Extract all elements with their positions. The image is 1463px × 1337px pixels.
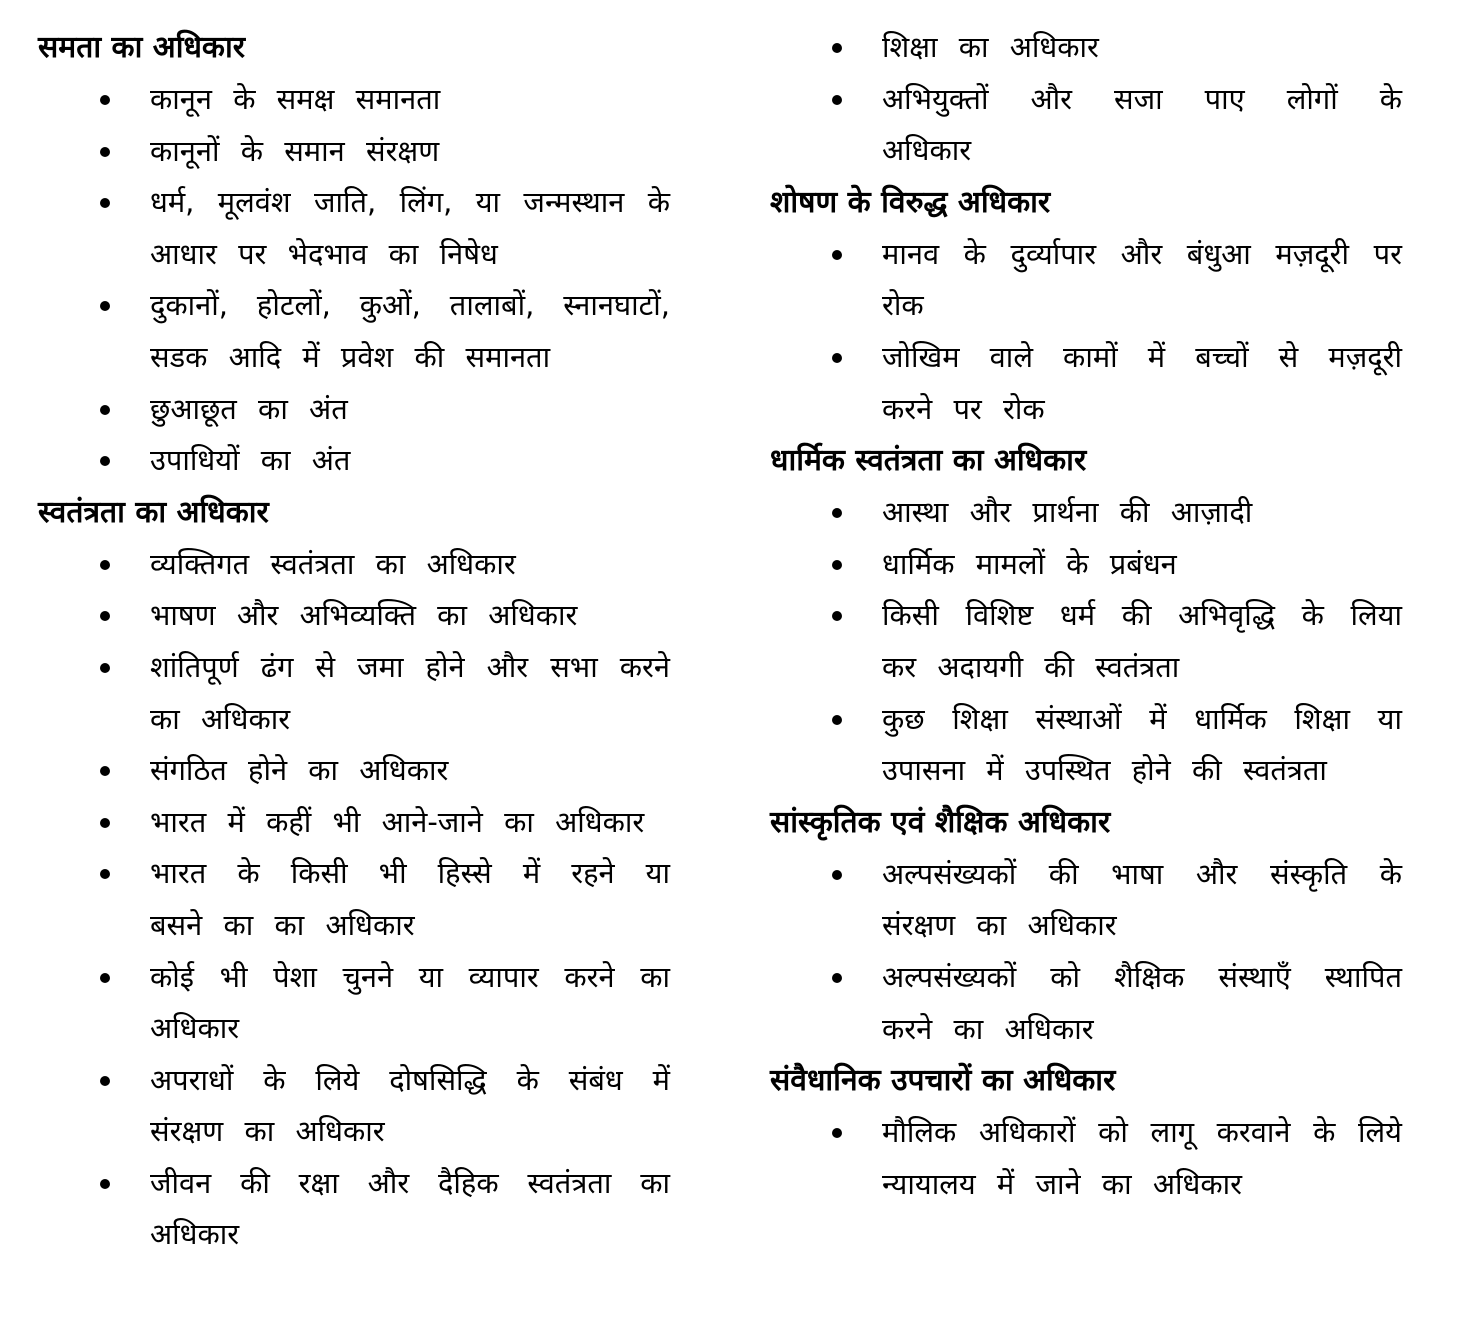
bullet-icon — [100, 1179, 110, 1189]
list-item — [38, 745, 670, 797]
bullet-icon — [100, 147, 110, 157]
list-item — [770, 332, 1402, 435]
list-item — [38, 797, 670, 849]
left-column — [38, 22, 670, 1261]
list-item — [770, 487, 1402, 539]
bullet-icon — [100, 95, 110, 105]
list-item-text: मानव के दुर्व्यापार और बंधुआ मज़दूरी पर रोक — [882, 236, 1402, 323]
list-item — [770, 590, 1402, 693]
bullet-icon — [832, 1128, 842, 1138]
section-heading: स्वतंत्रता का अधिकार — [38, 494, 269, 530]
bullet-list — [770, 1107, 1402, 1210]
list-item — [770, 849, 1402, 952]
list-item-text: किसी विशिष्ट धर्म की अभिवृद्धि के लिया कर अदायगी की स्वतंत्रता — [882, 598, 1402, 684]
bullet-icon — [832, 560, 842, 570]
list-item-text: भारत में कहीं भी आने-जाने का अधिकार — [150, 804, 645, 839]
bullet-list — [38, 539, 670, 1261]
list-item-text: भाषण और अभिव्यक्ति का अधिकार — [150, 598, 578, 633]
bullet-icon — [100, 198, 110, 208]
list-item-text: कुछ शिक्षा संस्थाओं में धार्मिक शिक्षा या उपासना में उपस्थित होने की स्वतंत्रता — [882, 701, 1402, 788]
bullet-icon — [100, 456, 110, 466]
list-item — [38, 280, 670, 383]
list-item-text: दुकानों, होटलों, कुओं, तालाबों, स्नानघाटों, सडक आदि में प्रवेश की समानता — [150, 288, 670, 374]
section-heading: सांस्कृतिक एवं शैक्षिक अधिकार — [770, 804, 1111, 840]
list-item-text: मौलिक अधिकारों को लागू करवाने के लिये न्यायालय में जाने का अधिकार — [882, 1115, 1402, 1201]
list-item — [770, 694, 1402, 797]
bullet-icon — [100, 301, 110, 311]
list-item — [770, 539, 1402, 591]
list-item — [38, 1055, 670, 1158]
list-item — [770, 229, 1402, 332]
bullet-icon — [832, 353, 842, 363]
bullet-icon — [832, 250, 842, 260]
list-item — [38, 590, 670, 642]
list-item — [38, 435, 670, 487]
bullet-icon — [100, 560, 110, 570]
list-item-text: उपाधियों का अंत — [150, 443, 351, 478]
bullet-icon — [100, 869, 110, 879]
bullet-icon — [100, 405, 110, 415]
bullet-list — [770, 487, 1402, 797]
list-item-text: छुआछूत का अंत — [150, 391, 348, 426]
bullet-icon — [100, 818, 110, 828]
list-item-text: आस्था और प्रार्थना की आज़ादी — [882, 495, 1253, 530]
section-right-against-exploitation — [770, 177, 1402, 435]
list-item — [770, 952, 1402, 1055]
list-item — [38, 1158, 670, 1261]
list-item — [38, 177, 670, 280]
list-item-text: संगठित होने का अधिकार — [150, 753, 449, 788]
bullet-icon — [100, 973, 110, 983]
list-item — [38, 384, 670, 436]
section-cultural-educational-rights — [770, 797, 1402, 1055]
bullet-icon — [100, 766, 110, 776]
section-heading: धार्मिक स्वतंत्रता का अधिकार — [770, 443, 1087, 479]
bullet-icon — [832, 95, 842, 105]
list-item-text: जोखिम वाले कामों में बच्चों से मज़दूरी करने पर रोक — [882, 339, 1402, 426]
bullet-list — [38, 74, 670, 487]
right-column — [770, 22, 1402, 1210]
bullet-list — [770, 849, 1402, 1055]
bullet-icon — [832, 973, 842, 983]
list-item — [38, 539, 670, 591]
section-heading: शोषण के विरुद्ध अधिकार — [770, 184, 1051, 220]
list-item — [38, 952, 670, 1055]
section-right-to-equality — [38, 22, 670, 487]
list-item-text: धार्मिक मामलों के प्रबंधन — [882, 546, 1177, 581]
section-constitutional-remedies — [770, 1055, 1402, 1210]
bullet-icon — [100, 663, 110, 673]
list-item-text: अभियुक्तों और सजा पाए लोगों के अधिकार — [882, 81, 1402, 168]
section-right-to-freedom — [38, 487, 670, 1261]
list-item — [38, 126, 670, 178]
continued-bullet-list — [770, 22, 1402, 177]
bullet-icon — [832, 611, 842, 621]
list-item-text: अपराधों के लिये दोषसिद्धि के संबंध में संरक्षण का अधिकार — [150, 1062, 670, 1149]
bullet-icon — [100, 611, 110, 621]
list-item-text: कानून के समक्ष समानता — [150, 82, 441, 116]
list-item-text: शांतिपूर्ण ढंग से जमा होने और सभा करने का अधिकार — [150, 649, 670, 736]
section-right-to-religious-freedom — [770, 435, 1402, 797]
section-heading: संवैधानिक उपचारों का अधिकार — [770, 1063, 1116, 1099]
section-heading: समता का अधिकार — [38, 30, 246, 65]
list-item — [770, 1107, 1402, 1210]
bullet-icon — [832, 508, 842, 518]
list-item-text: अल्पसंख्यकों की भाषा और संस्कृति के संरक्षण का अधिकार — [882, 856, 1402, 943]
bullet-icon — [100, 1076, 110, 1086]
list-item — [38, 848, 670, 951]
list-item-text: अल्पसंख्यकों को शैक्षिक संस्थाएँ स्थापित करने का अधिकार — [882, 959, 1402, 1046]
list-item — [38, 642, 670, 745]
bullet-list — [770, 229, 1402, 435]
bullet-icon — [832, 43, 842, 53]
list-item-text: व्यक्तिगत स्वतंत्रता का अधिकार — [150, 546, 516, 581]
list-item-text: कानूनों के समान संरक्षण — [150, 133, 440, 168]
list-item-text: जीवन की रक्षा और दैहिक स्वतंत्रता का अधिकार — [150, 1165, 670, 1252]
bullet-icon — [832, 870, 842, 880]
list-item-text: शिक्षा का अधिकार — [882, 30, 1099, 64]
list-item-text: कोई भी पेशा चुनने या व्यापार करने का अधिकार — [150, 959, 670, 1046]
list-item — [770, 74, 1402, 177]
list-item — [38, 74, 670, 126]
list-item — [770, 22, 1402, 74]
list-item-text: भारत के किसी भी हिस्से में रहने या बसने का का अधिकार — [150, 856, 670, 942]
bullet-icon — [832, 715, 842, 725]
list-item-text: धर्म, मूलवंश जाति, लिंग, या जन्मस्थान के आधार पर भेदभाव का निषेध — [150, 185, 670, 271]
